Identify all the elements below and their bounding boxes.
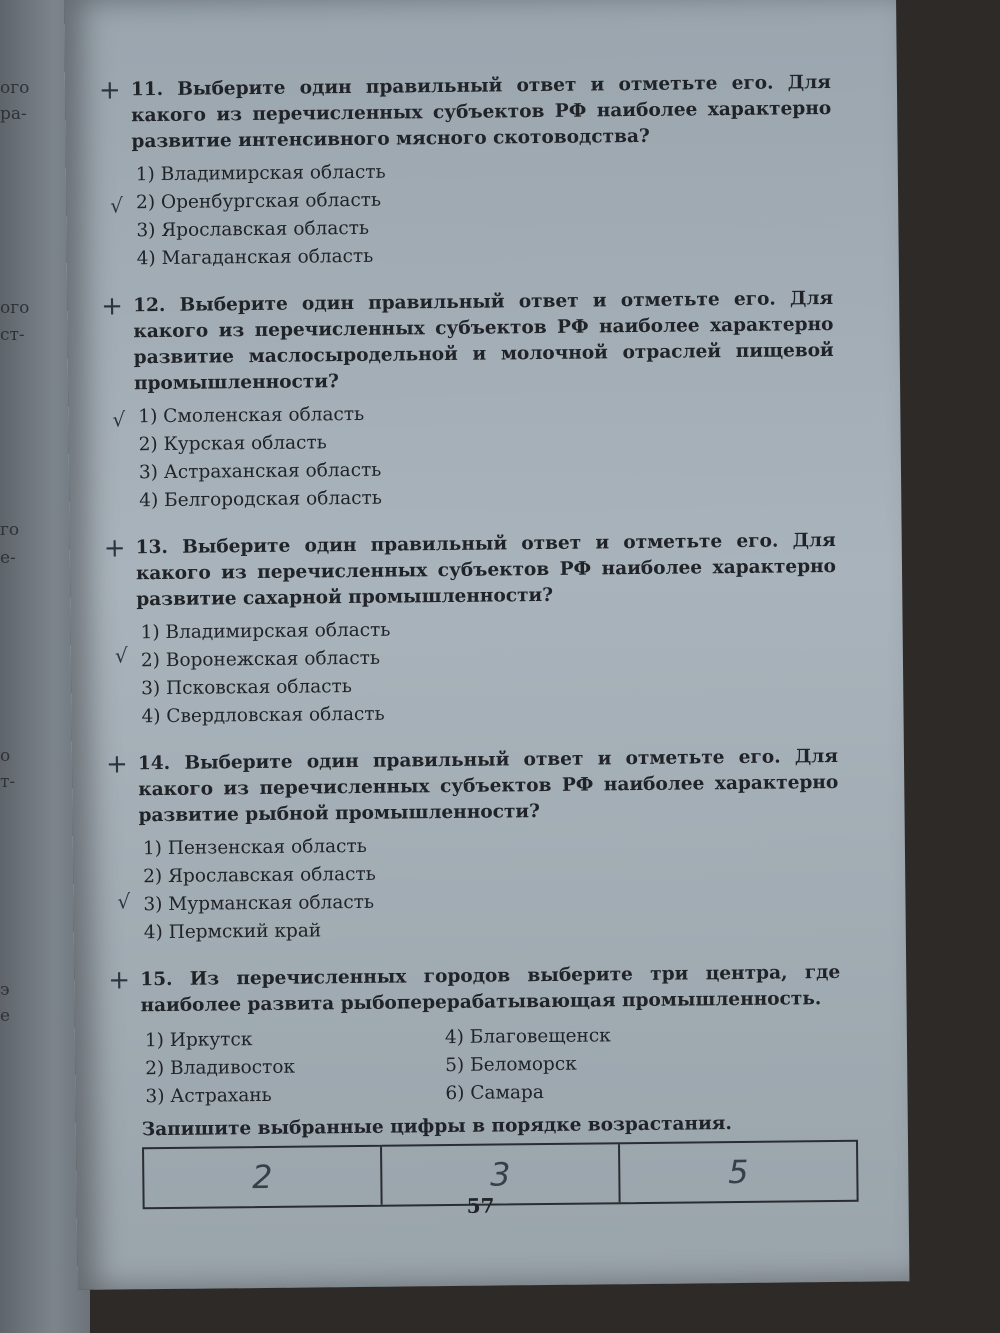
option[interactable]: 6) Самара (445, 1082, 544, 1105)
option[interactable]: 1) Пензенская область (142, 835, 367, 860)
left-text-fragment: ст- (0, 325, 25, 345)
option[interactable]: 4) Благовещенск (444, 1025, 611, 1049)
left-text-fragment: ого (0, 78, 30, 98)
plus-mark: + (108, 965, 131, 996)
question-number: 13. (135, 536, 169, 559)
options-column-left (141, 1024, 442, 1111)
option[interactable]: 2) Курская область (138, 432, 327, 456)
left-text-fragment: е- (0, 548, 16, 568)
options-column-right (441, 1021, 742, 1108)
question-text (133, 286, 834, 397)
question-text (138, 744, 839, 829)
question-13 (103, 528, 838, 731)
question-14 (105, 744, 840, 947)
question-number: 11. (130, 78, 164, 101)
option[interactable]: 1) Владимирская область (140, 619, 391, 644)
option-label: 1) Смоленская область (138, 403, 365, 428)
left-text-fragment: го (0, 520, 20, 540)
check-mark: √ (112, 407, 126, 432)
option[interactable]: 3) Ярославская область (136, 217, 370, 242)
answer-cell[interactable]: 3 (382, 1144, 621, 1204)
question-number: 12. (133, 294, 166, 317)
question-body: Выберите один правильный ответ и отметьте его. Для какого из перечисленных субъектов РФ наиболее характерно развитие маслосыродельной и молочной отраслей пищевой промышленности? (133, 287, 834, 395)
page-number: 57 (466, 1193, 495, 1218)
check-mark: √ (114, 643, 128, 668)
plus-mark: + (98, 75, 121, 106)
question-body: Выберите один правильный ответ и отметьте его. Для какого из перечисленных субъектов РФ наиболее характерно развитие интенсивного мясного скотоводства? (131, 71, 832, 153)
question-body: Из перечисленных городов выберите три центра, где наиболее развита рыбоперерабатывающая промышленность. (140, 961, 841, 1017)
option[interactable]: 2) Владивосток (145, 1056, 296, 1080)
question-body: Выберите один правильный ответ и отметьте его. Для какого из перечисленных субъектов РФ наиболее характерно развитие сахарной промышленности? (135, 529, 837, 611)
plus-mark: + (105, 749, 128, 780)
option[interactable]: 5) Беломорск (445, 1053, 577, 1077)
option[interactable]: 3) Псковская область (141, 676, 353, 700)
question-text (140, 960, 841, 1019)
left-text-fragment: э (0, 980, 10, 1000)
option[interactable]: 3) Астрахань (145, 1084, 272, 1108)
answer-cell[interactable]: 5 (727, 1152, 749, 1192)
left-text-fragment: ого (0, 298, 30, 318)
question-12 (101, 286, 835, 515)
option[interactable]: 4) Магаданская область (136, 245, 374, 270)
question-text (131, 70, 832, 155)
option[interactable]: 1) Владимирская область (135, 161, 386, 186)
plus-mark: + (101, 291, 124, 322)
question-body: Выберите один правильный ответ и отметьте его. Для какого из перечисленных субъектов РФ наиболее характерно развитие рыбной промышленности? (138, 745, 839, 827)
left-text-fragment: т- (0, 772, 16, 792)
option[interactable]: 4) Свердловская область (141, 703, 385, 728)
option-label: 2) Воронежская область (140, 647, 381, 672)
option[interactable]: 1) Иркутск (144, 1029, 253, 1052)
left-text-fragment: о (0, 746, 11, 766)
option[interactable]: 4) Белгородская область (139, 487, 382, 512)
question-15 (108, 960, 842, 1209)
answer-cell[interactable]: 2 (144, 1147, 383, 1207)
option-label: 2) Оренбургская область (136, 189, 382, 214)
answer-instruction: Запишите выбранные цифры в порядке возрастания. (141, 1113, 732, 1141)
plus-mark: + (103, 533, 126, 564)
left-text-fragment: ра- (0, 104, 27, 124)
question-11 (98, 70, 833, 273)
option-label: 3) Мурманская область (143, 891, 375, 916)
check-mark: √ (110, 193, 124, 218)
options-list (114, 612, 837, 731)
question-text (136, 528, 837, 613)
options-grid (141, 1020, 842, 1111)
option[interactable]: 3) Астраханская область (138, 459, 382, 484)
page-content (98, 70, 843, 1229)
check-mark: √ (117, 889, 131, 914)
options-list (110, 154, 833, 273)
question-number: 14. (137, 752, 171, 775)
option[interactable]: 4) Пермский край (143, 920, 322, 944)
option[interactable]: 2) Ярославская область (143, 863, 376, 888)
options-list (112, 396, 835, 515)
options-list (117, 828, 840, 947)
left-text-fragment: е (0, 1006, 11, 1026)
workbook-page (64, 0, 909, 1290)
answer-table (142, 1140, 859, 1209)
question-number: 15. (140, 968, 173, 991)
